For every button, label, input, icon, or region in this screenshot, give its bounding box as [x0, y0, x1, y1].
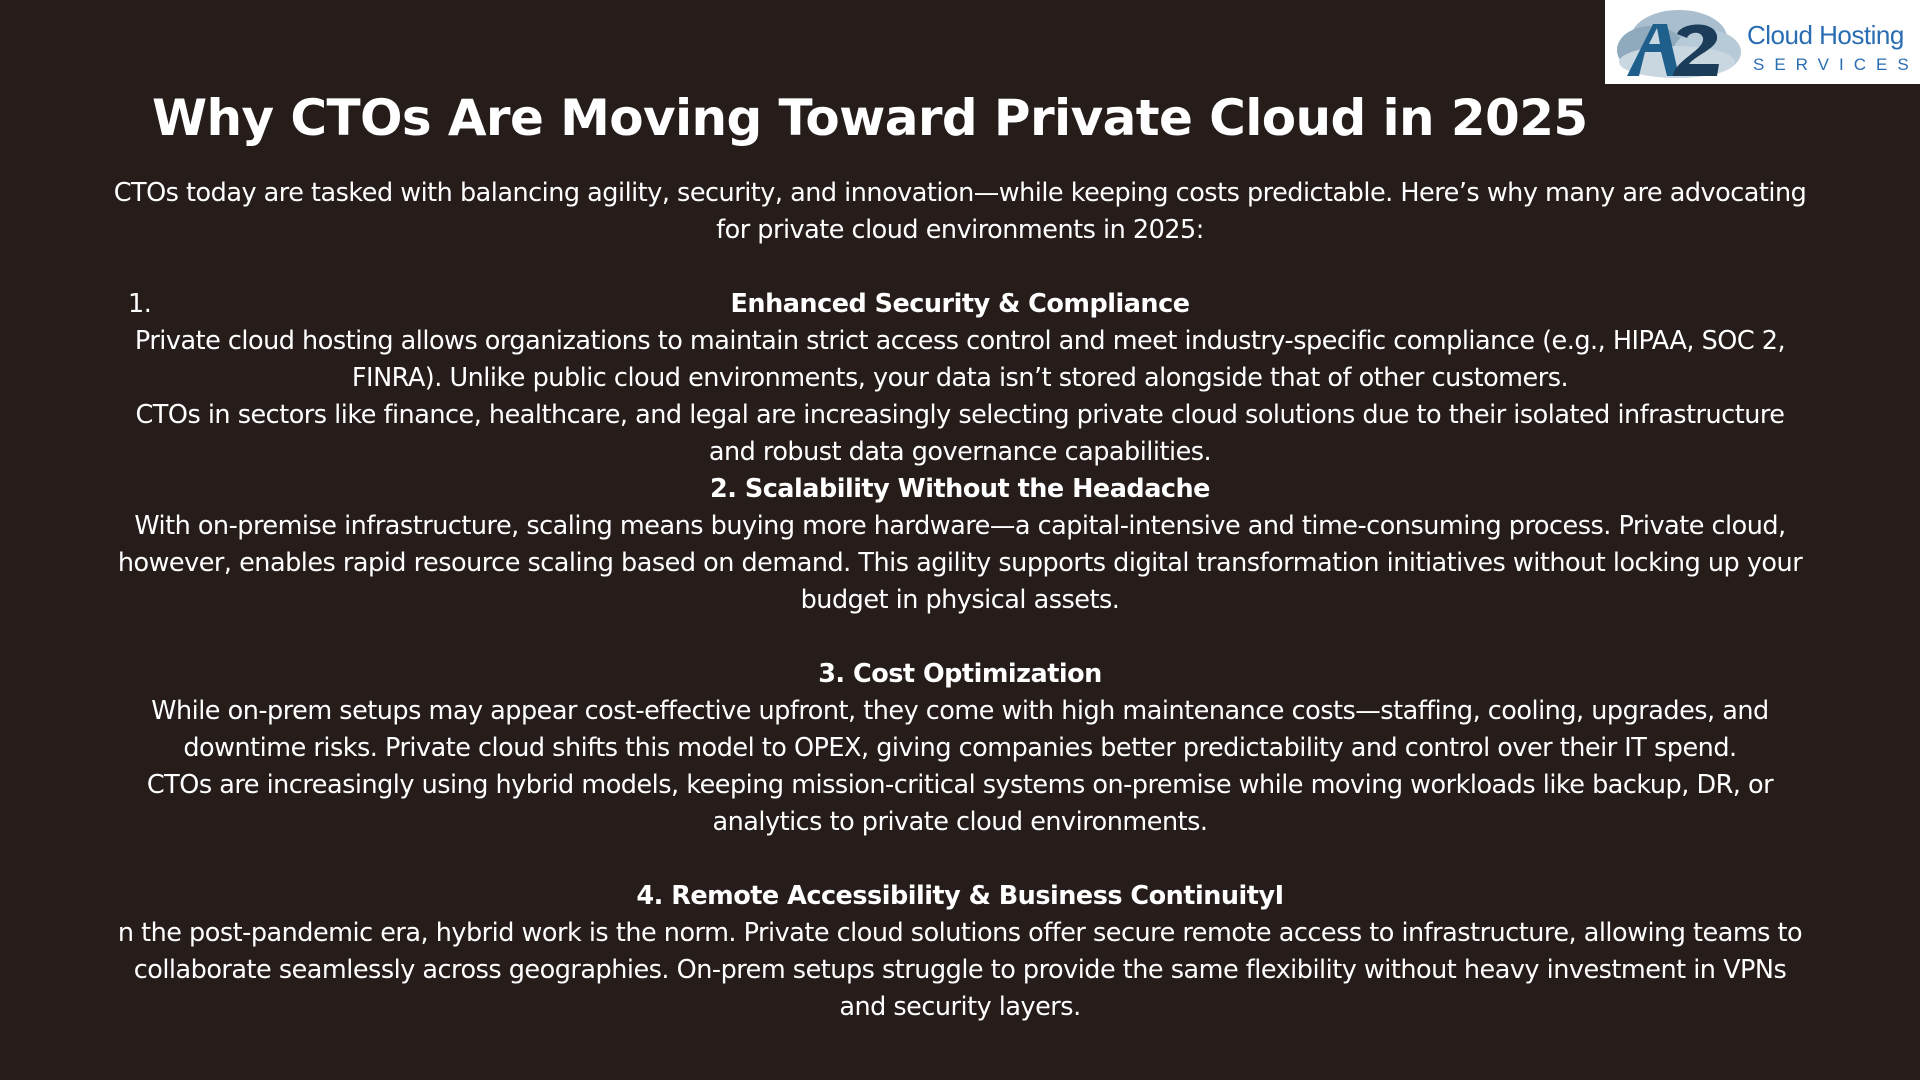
list-number-marker: 1. [128, 289, 152, 319]
section-3-paragraph-2: CTOs are increasingly using hybrid models, keeping mission-critical systems on-premise while moving workloads like backup, DR, or analytics to private cloud environments. [146, 770, 1774, 837]
spacer [110, 841, 1810, 878]
section-3-paragraph-1: While on-prem setups may appear cost-effective upfront, they come with high maintenance costs—staffing, cooling, upgrades, and downtime risks. Private cloud shifts this model to OPEX, giving companies better predictability and control over their IT spend. [151, 696, 1769, 763]
page-title: Why CTOs Are Moving Toward Private Cloud in 2025 [152, 89, 1588, 147]
logo-tagline: SERVICES [1753, 55, 1919, 74]
a2-cloud-logo-icon [1609, 2, 1745, 82]
section-1-paragraph-1: Private cloud hosting allows organizations to maintain strict access control and meet industry-specific compliance (e.g., HIPAA, SOC 2, FINRA). Unlike public cloud environments, your data isn’t stored alongside that of other customers. [134, 326, 1786, 393]
section-2-paragraph-1: With on-premise infrastructure, scaling means buying more hardware—a capital-intensive and time-consuming process. Private cloud, however, enables rapid resource scaling based on demand. This agility supports digital transformation initiatives without locking up your budget in physical assets. [117, 511, 1803, 615]
logo-brand-name: Cloud Hosting [1747, 20, 1904, 50]
section-1-heading: Enhanced Security & Compliance [730, 289, 1190, 319]
section-3-heading: 3. Cost Optimization [818, 659, 1102, 689]
section-1-paragraph-2: CTOs in sectors like finance, healthcare, and legal are increasingly selecting private cloud solutions due to their isolated infrastructure and robust data governance capabilities. [135, 400, 1785, 467]
section-4-heading: 4. Remote Accessibility & Business ContinuityI [636, 881, 1284, 911]
section-1-heading-row [110, 286, 1810, 323]
section-4-paragraph-1: n the post-pandemic era, hybrid work is the norm. Private cloud solutions offer secure remote access to infrastructure, allowing teams to collaborate seamlessly across geographies. On-prem setups struggle to provide the same flexibility without heavy investment in VPNs and security layers. [117, 918, 1803, 1022]
spacer [110, 249, 1810, 286]
article-body [110, 175, 1810, 1026]
intro-paragraph: CTOs today are tasked with balancing agility, security, and innovation—while keeping costs predictable. Here’s why many are advocating for private cloud environments in 2025: [113, 178, 1807, 245]
section-2-heading: 2. Scalability Without the Headache [710, 474, 1210, 504]
cloud-hosting-services-logo [1605, 0, 1920, 84]
spacer [110, 619, 1810, 656]
